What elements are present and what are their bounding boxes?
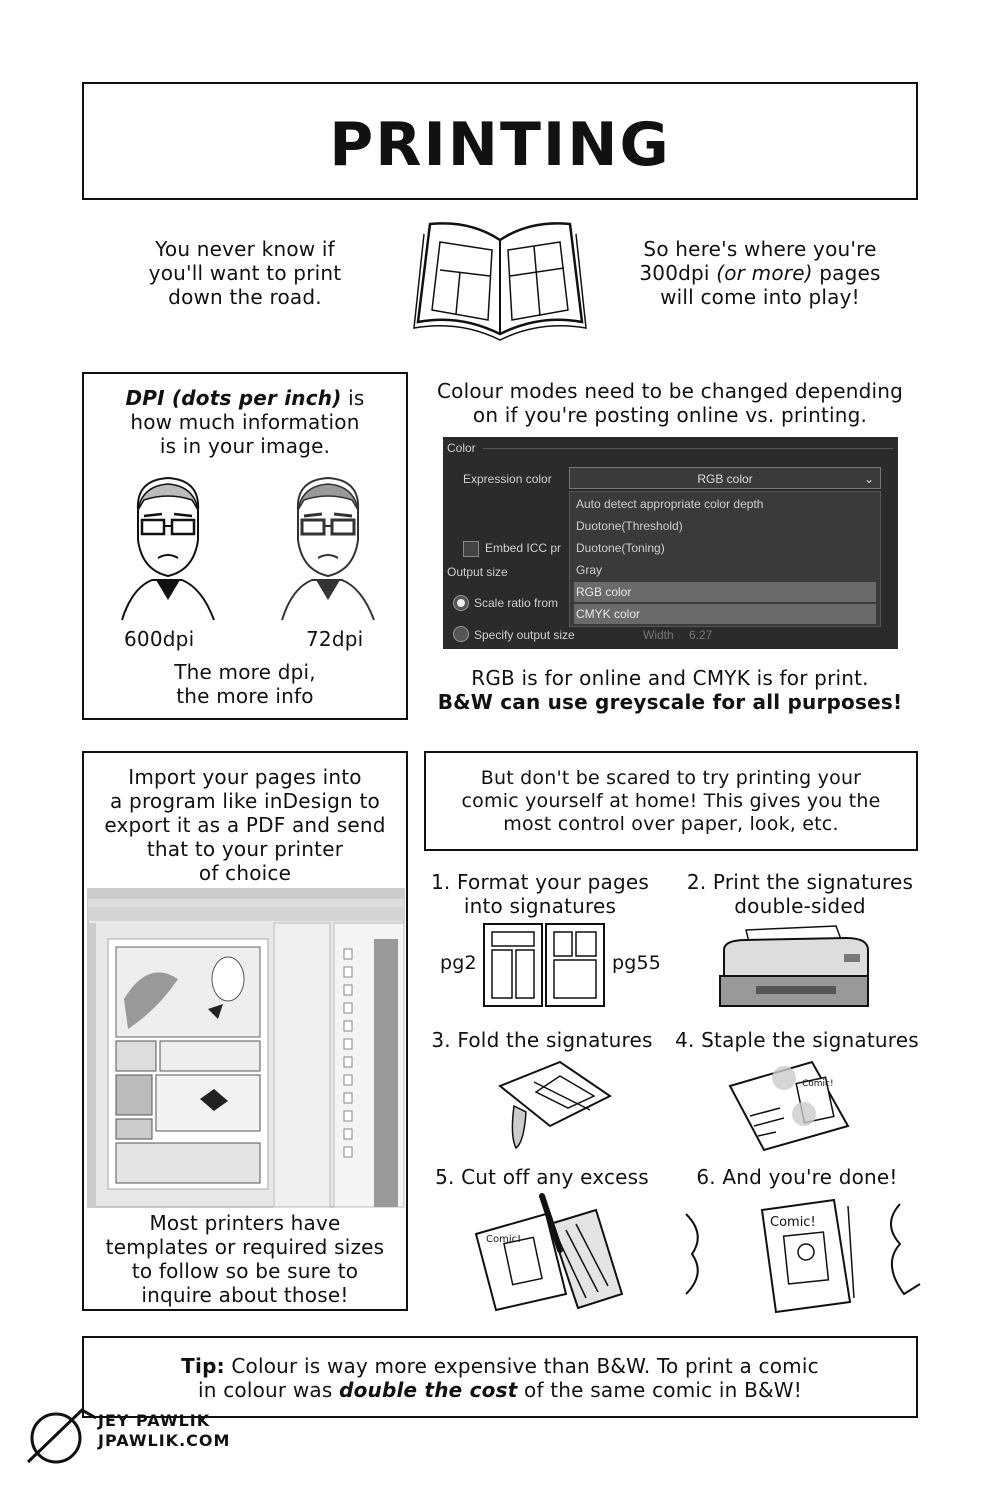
step-6-label: 6. And you're done!	[696, 1165, 898, 1189]
output-size-label: Output size	[447, 565, 508, 579]
import-bottom-text	[84, 1211, 406, 1307]
colour-footer-line: RGB is for online and CMYK is for print.	[471, 666, 869, 690]
step-label-line: 1. Format your pages	[431, 870, 649, 894]
color-option-auto[interactable]: Auto detect appropriate color depth	[576, 497, 764, 511]
width-label: Width	[643, 628, 674, 642]
embed-icc-label: Embed ICC pr	[485, 541, 562, 555]
import-bottom-line: Most printers have	[149, 1211, 341, 1235]
import-line: a program like inDesign to	[110, 789, 380, 813]
step-label-line: into signatures	[463, 894, 617, 918]
color-option-duotone-threshold[interactable]: Duotone(Threshold)	[576, 519, 683, 533]
intro-right	[615, 237, 905, 309]
chevron-down-icon: ⌄	[863, 472, 874, 486]
dpi-term: DPI (dots per inch)	[125, 386, 342, 410]
artist-site: JPAWLIK.COM	[98, 1431, 231, 1450]
intro-left-line: You never know if	[155, 237, 335, 261]
step-label-line: double-sided	[734, 894, 866, 918]
colour-footer	[420, 666, 920, 714]
import-bottom-line: to follow so be sure to	[131, 1259, 359, 1283]
tip-label: Tip:	[181, 1354, 225, 1378]
dpi-footer-line: The more dpi,	[174, 660, 316, 684]
step-3-label: 3. Fold the signatures	[431, 1028, 653, 1052]
portrait-600dpi-icon	[102, 470, 232, 620]
dpi-heading-line: how much information	[130, 410, 360, 434]
width-value: 6.27	[689, 628, 713, 642]
scale-ratio-label: Scale ratio from	[474, 596, 559, 610]
import-panel	[82, 751, 408, 1311]
dpi-value: 300dpi	[639, 261, 710, 285]
color-group-label: Color	[447, 441, 476, 455]
import-bottom-line: templates or required sizes	[105, 1235, 385, 1259]
dpi-heading	[84, 386, 406, 458]
import-line: Import your pages into	[128, 765, 362, 789]
dpi-heading-line: is in your image.	[159, 434, 331, 458]
intro-right-line: will come into play!	[660, 285, 860, 309]
open-book-icon	[410, 210, 590, 340]
tip-text	[84, 1354, 916, 1402]
fold-icon	[490, 1056, 620, 1152]
specify-output-radio[interactable]	[453, 626, 469, 642]
tip-line2-post: of the same comic in B&W!	[524, 1378, 802, 1402]
colour-heading-line: on if you're posting online vs. printing.	[472, 403, 868, 427]
step-2-label	[672, 870, 928, 918]
expression-color-label: Expression color	[463, 472, 552, 486]
color-mode-dropdown	[569, 491, 881, 627]
intro-left	[120, 237, 370, 309]
page-title: PRINTING	[329, 110, 671, 180]
intro-right-line	[615, 261, 905, 285]
group-divider	[483, 448, 893, 449]
selected-color-mode: RGB color	[697, 472, 753, 486]
artist-name: JEY PAWLIK	[98, 1411, 211, 1430]
tip-line2-pre: in colour was	[198, 1378, 333, 1402]
tip-line1: Colour is way more expensive than B&W. To print a comic	[231, 1354, 819, 1378]
step-label-line: 2. Print the signatures	[686, 870, 914, 894]
dpi-panel	[82, 372, 408, 720]
color-settings-dialog	[443, 437, 898, 649]
pages-word: pages	[819, 261, 881, 285]
import-bottom-line: inquire about those!	[141, 1283, 349, 1307]
home-printing-text	[426, 767, 916, 836]
colour-heading	[420, 379, 920, 427]
colour-footer-bold-line: B&W can use greyscale for all purposes!	[437, 690, 903, 714]
title-box	[82, 82, 918, 200]
signature-spread-icon	[480, 920, 610, 1010]
import-line: of choice	[198, 861, 292, 885]
intro-left-line: down the road.	[168, 285, 322, 309]
step-1-label	[420, 870, 660, 918]
specify-output-label: Specify output size	[474, 628, 575, 642]
color-option-gray[interactable]: Gray	[576, 563, 603, 577]
artist-logo-icon	[24, 1400, 104, 1470]
home-printing-box	[424, 751, 918, 851]
finished-comic-word: Comic!	[770, 1215, 816, 1230]
signature-label-left: pg2	[440, 952, 477, 974]
tip-emphasis: double the cost	[339, 1378, 518, 1402]
scale-ratio-radio[interactable]	[453, 595, 469, 611]
expression-color-select[interactable]	[569, 467, 881, 489]
import-line: that to your printer	[146, 837, 344, 861]
finished-comic-icon	[672, 1194, 934, 1314]
label-72dpi: 72dpi	[306, 627, 364, 651]
color-option-duotone-toning[interactable]: Duotone(Toning)	[576, 541, 665, 555]
dpi-footer-line: the more info	[176, 684, 314, 708]
home-line: most control over paper, look, etc.	[503, 813, 839, 835]
import-top-text	[84, 765, 406, 885]
label-600dpi: 600dpi	[124, 627, 195, 651]
home-line: comic yourself at home! This gives you the	[461, 790, 881, 812]
step-4-label: 4. Staple the signatures	[675, 1028, 919, 1052]
signature-label-right: pg55	[612, 952, 662, 974]
tip-box	[82, 1336, 918, 1418]
color-option-cmyk[interactable]: CMYK color	[574, 604, 876, 624]
embed-icc-checkbox[interactable]	[463, 541, 479, 557]
portrait-72dpi-icon	[262, 470, 392, 620]
indesign-screenshot-icon	[88, 889, 404, 1207]
staple-icon	[720, 1056, 860, 1152]
dpi-heading-rest: is	[348, 386, 365, 410]
color-option-rgb[interactable]: RGB color	[574, 582, 876, 602]
import-line: export it as a PDF and send	[104, 813, 386, 837]
home-line: But don't be scared to try printing your	[480, 767, 862, 789]
cutter-icon	[466, 1194, 626, 1312]
printer-icon	[716, 920, 872, 1010]
cutter-comic-word: Comic!	[486, 1234, 522, 1245]
intro-left-line: you'll want to print	[148, 261, 342, 285]
dpi-footer	[84, 660, 406, 708]
intro-right-line: So here's where you're	[643, 237, 877, 261]
or-more-text: (or more)	[716, 261, 813, 285]
step-5-label: 5. Cut off any excess	[435, 1165, 649, 1189]
staple-comic-word: Comic!	[802, 1079, 834, 1089]
colour-heading-line: Colour modes need to be changed depending	[436, 379, 904, 403]
